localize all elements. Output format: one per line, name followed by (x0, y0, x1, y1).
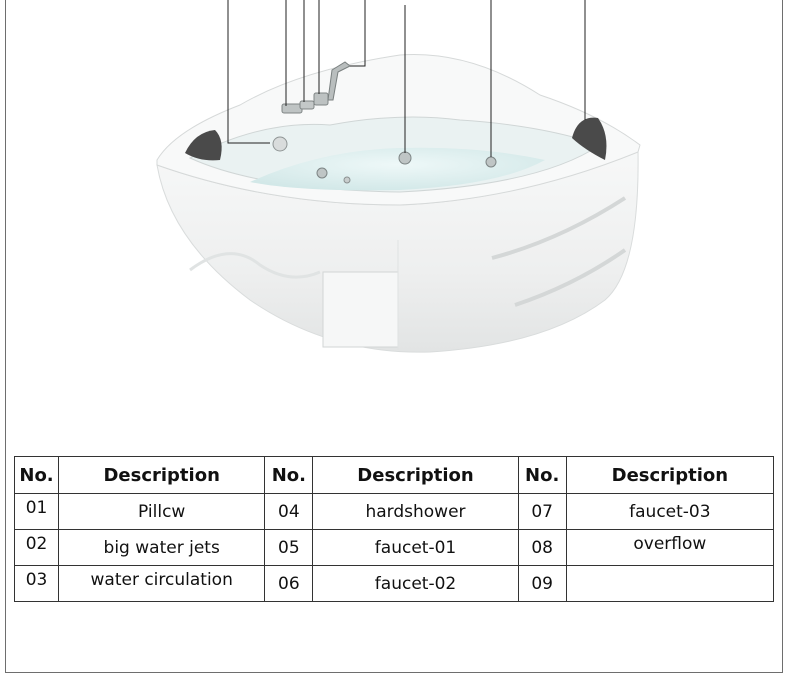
part-description: faucet-01 (313, 530, 518, 566)
table-header-row (15, 457, 774, 494)
skirt-panel (323, 272, 398, 347)
header-description: Description (566, 457, 773, 494)
header-description: Description (313, 457, 518, 494)
faucet-03 (314, 93, 328, 105)
table-row (15, 530, 774, 566)
table-row (15, 494, 774, 530)
part-description: big water jets (59, 530, 265, 566)
part-description: faucet-03 (566, 494, 773, 530)
table-row (15, 566, 774, 602)
jet-right (486, 157, 496, 167)
part-description: Pillcw (59, 494, 265, 530)
jet-small (344, 177, 350, 183)
jet-center (399, 152, 411, 164)
part-description (566, 566, 773, 602)
part-number: 02 (15, 530, 59, 566)
part-description: hardshower (313, 494, 518, 530)
part-number: 09 (518, 566, 566, 602)
part-description: faucet-02 (313, 566, 518, 602)
part-number: 08 (518, 530, 566, 566)
header-no: No. (265, 457, 313, 494)
part-number: 05 (265, 530, 313, 566)
part-description: overflow (566, 530, 773, 566)
jet-left (317, 168, 327, 178)
header-no: No. (15, 457, 59, 494)
header-no: No. (518, 457, 566, 494)
parts-table (14, 456, 774, 602)
header-description: Description (59, 457, 265, 494)
part-number: 01 (15, 494, 59, 530)
faucet-01 (282, 104, 302, 113)
leader-handshower (350, 0, 365, 66)
overflow-knob (273, 137, 287, 151)
part-number: 03 (15, 566, 59, 602)
part-number: 06 (265, 566, 313, 602)
faucet-02 (300, 101, 314, 109)
part-description: water circulation (59, 566, 265, 602)
part-number: 04 (265, 494, 313, 530)
part-number: 07 (518, 494, 566, 530)
